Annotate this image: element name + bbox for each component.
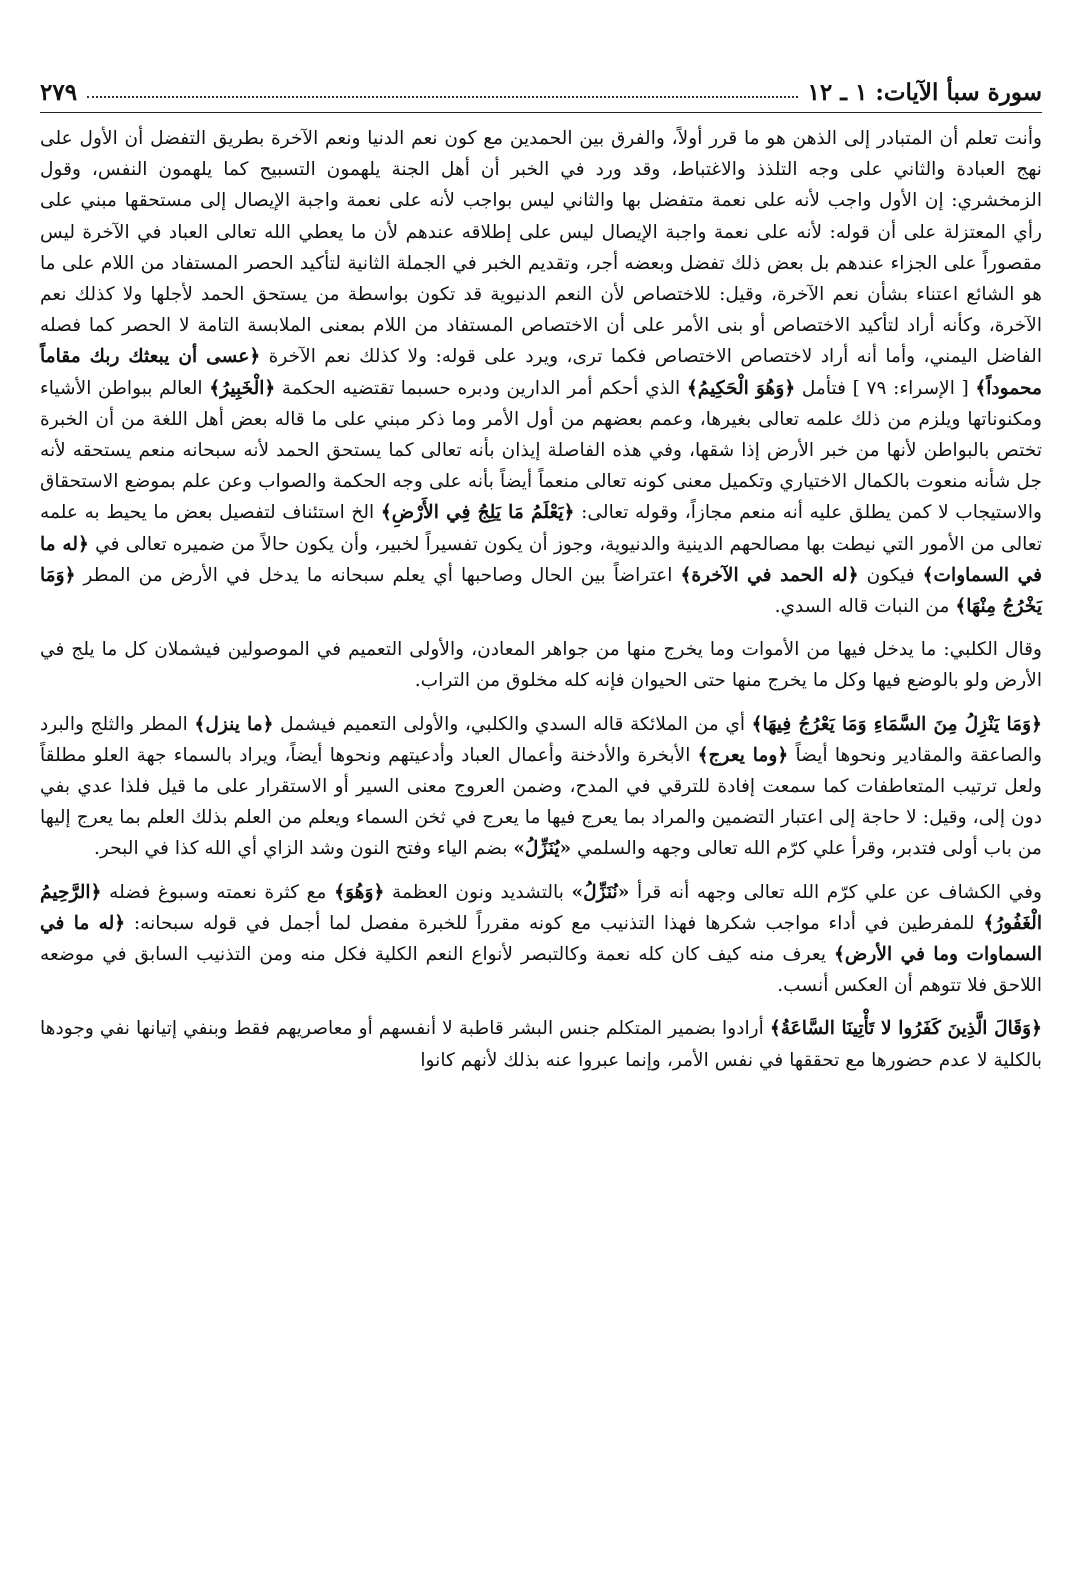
quran-quote: ﴿الرَّحِيمُ الْغَفُورُ﴾	[40, 881, 1042, 934]
text-run: أرادوا بضمير المتكلم جنس البشر قاطبة لا أنفسهم أو معاصريهم فقط وبنفي إتيانها نفي وجودها بالكلية لا عدم حضورها مع تحققها في نفس الأمر، وإنما عبروا عنه بذلك لأنهم كانوا	[40, 1018, 1042, 1071]
text-run: أي من الملائكة قاله السدي والكلبي، والأولى التعميم فيشمل	[273, 713, 752, 735]
quran-quote: ﴿ما ينزل﴾	[194, 713, 274, 735]
text-run: فيكون	[858, 564, 923, 586]
quran-quote: ﴿عسى أن يبعثك ربك مقاماً محموداً﴾	[40, 346, 1042, 399]
paragraph	[40, 709, 1042, 865]
page-number: ٢٧٩	[40, 79, 78, 106]
text-run: اعتراضاً بين الحال وصاحبها أي يعلم سبحانه ما يدخل في الأرض من المطر	[75, 564, 681, 586]
quran-quote: ﴿له ما في السماوات وما في الأرض﴾	[40, 912, 1042, 966]
text-run: الخ استئناف لتفصيل بعض ما يحيط به علمه تعالى من الأمور التي نيطت بها مصالحهم الدينية والدنيوية، وجوز أن يكون تفسيراً لخبير، وأن يكون حالاً من ضميره تعالى في	[40, 502, 1042, 555]
quran-quote: ﴿له الحمد في الآخرة﴾	[680, 564, 859, 586]
text-run: وأنت تعلم أن المتبادر إلى الذهن هو ما قرر أولاً، والفرق بين الحمدين مع كون نعم الدنيا ونعم الآخرة بطريق التفضل أن الأول على نهج العبادة والثاني على وجه التلذذ والاغتباط، وقد ورد في الخبر أن أهل الجنة يلهمون التسبيح كما يلهمون النفس، وقول الزمخشري: إن الأول واجب لأنه على نعمة متفضل بها والثاني ليس بواجب لأنه على نعمة واجبة الإيصال إلى مستحقها مبني على رأي المعتزلة على أن قوله: لأنه على نعمة واجبة الإيصال ليس على إطلاقه عندهم لأن ما يعطي الله تعالى العباد في الآخرة ليس مقصوراً على الجزاء عندهم بل بعض ذلك تفضل وبعضه أجر، وتقديم الخبر في الجملة الثانية لتأكيد الحصر المستفاد من اللام على ما هو الشائع اعتناء بشأن نعم الآخرة، وقيل: للاختصاص لأن النعم الدنيوية قد تكون بواسطة من يستحق الحمد لأجلها ولا كذلك نعم الآخرة، وكأنه أراد لتأكيد الاختصاص أو بنى الأمر على أن الاختصاص المستفاد من اللام بمعنى الملابسة التامة لا الحصر كما فصله الفاضل اليمني، وأما أنه أراد لاختصاص الاختصاص فكما ترى، ويرد على قوله: ولا كذلك نعم الآخرة	[40, 128, 1042, 368]
text-run: بالتشديد ونون العظمة	[384, 881, 572, 903]
paragraph	[40, 634, 1042, 696]
text-run: وقال الكلبي: ما يدخل فيها من الأموات وما يخرج منها من جواهر المعادن، والأولى التعميم في الموصولين فيشملان كل ما يلج في الأرض ولو بالوضع فيها وكل ما يخرج منها حتى الحيوان فإنه كله مخلوق من التراب.	[40, 639, 1042, 692]
surah-title: سورة سبأ الآيات: ١ ـ ١٢	[807, 79, 1042, 106]
text-run: مع كثرة نعمته وسبوغ فضله	[101, 881, 335, 903]
quran-quote: ﴿الْخَبِيرُ﴾	[209, 377, 276, 399]
running-header	[40, 70, 1042, 113]
text-run: الذي أحكم أمر الدارين ودبره حسبما تقتضيه الحكمة	[275, 377, 687, 399]
paragraph	[40, 877, 1042, 1002]
text-run: للمفرطين في أداء مواجب شكرها فهذا التذنيب مع كونه مقرراً للخبرة مفصل لما أجمل في قوله سبحانه:	[125, 912, 984, 934]
body-text	[40, 123, 1042, 1076]
text-run: العالم ببواطن الأشياء ومكنوناتها ويلزم من ذلك علمه تعالى بغيرها، وعمم بعضهم من أول الأمر وما ذكر مبني على ما قاله بعض أهل اللغة من أن الخبرة تختص بالبواطن لأنها من خبر الأرض إذا شقها، وفي هذه الفاصلة إيذان بأنه تعالى كما يستحق الحمد لأنه سبحانه منعم يستحقه لأنه جل شأنه منعوت بالكمال الاختياري وتكميل معنى كونه تعالى منعماً أيضاً بأنه على وجه الحكمة والصواب وعن علم بموضع الاستحقاق والاستيجاب لا كمن يطلق عليه أنه منعم مجازاً، وقوله تعالى:	[40, 377, 1043, 524]
quran-quote: ﴿يَعْلَمُ مَا يَلِجُ فِي الأَرْضِ﴾	[380, 502, 575, 524]
book-page	[40, 70, 1042, 1560]
text-run: المطر والثلج والبرد والصاعقة والمقادير ونحوها أيضاً	[40, 713, 1043, 766]
text-run: وفي الكشاف عن علي كرّم الله تعالى وجهه أنه قرأ	[629, 881, 1043, 903]
text-run: [ الإسراء: ٧٩ ] فتأمل	[795, 377, 976, 399]
dotted-leader	[87, 96, 797, 98]
quran-quote: «نُنَزِّلُ»	[571, 881, 630, 903]
quran-quote: ﴿له ما في السماوات﴾	[40, 533, 1042, 586]
quran-quote: ﴿وَهُوَ﴾	[334, 881, 385, 903]
text-run: الأبخرة والأدخنة وأعمال العباد وأدعيتهم ونحوها أيضاً، ويراد بالسماء جهة العلو مطلقاً ولعل ترتيب المتعاطفات كما سمعت إفادة للترقي في المدح، وضمن العروج معنى السير أو الاستقرار على ما قيل فلذا عدي بفي دون إلى، وقيل: لا حاجة إلى اعتبار التضمين والمراد بما يعرج فيها ما يعرج في ثخن السماء ويعلم من العلم بذلك العلم بما يعرج إليها من باب أولى فتدبر، وقرأ علي كرّم الله تعالى وجهه والسلمي	[40, 744, 1042, 860]
paragraph	[40, 1013, 1042, 1075]
paragraph	[40, 123, 1042, 622]
text-run: بضم الياء وفتح النون وشد الزاي أي الله كذا في البحر.	[94, 838, 514, 860]
quran-quote: ﴿وما يعرج﴾	[697, 744, 789, 766]
quran-quote: «يُنَزِّلُ»	[513, 838, 572, 860]
quran-quote: ﴿وَقَالَ الَّذِينَ كَفَرُوا لا تَأْتِينَا السَّاعَةُ﴾	[769, 1018, 1043, 1040]
text-run: يعرف منه كيف كان كله نعمة وكالتبصر لأنواع النعم الكلية فكل منه ومن التذنيب السابق في موضعه اللاحق فلا تتوهم أن العكس أنسب.	[40, 944, 1042, 997]
text-run: من النبات قاله السدي.	[774, 596, 956, 618]
quran-quote: ﴿وَمَا يَخْرُجُ مِنْهَا﴾	[40, 564, 1042, 618]
quran-quote: ﴿وَهُوَ الْحَكِيمُ﴾	[686, 377, 796, 399]
quran-quote: ﴿وَمَا يَنْزِلُ مِنَ السَّمَاءِ وَمَا يَعْرُجُ فِيهَا﴾	[751, 713, 1042, 735]
